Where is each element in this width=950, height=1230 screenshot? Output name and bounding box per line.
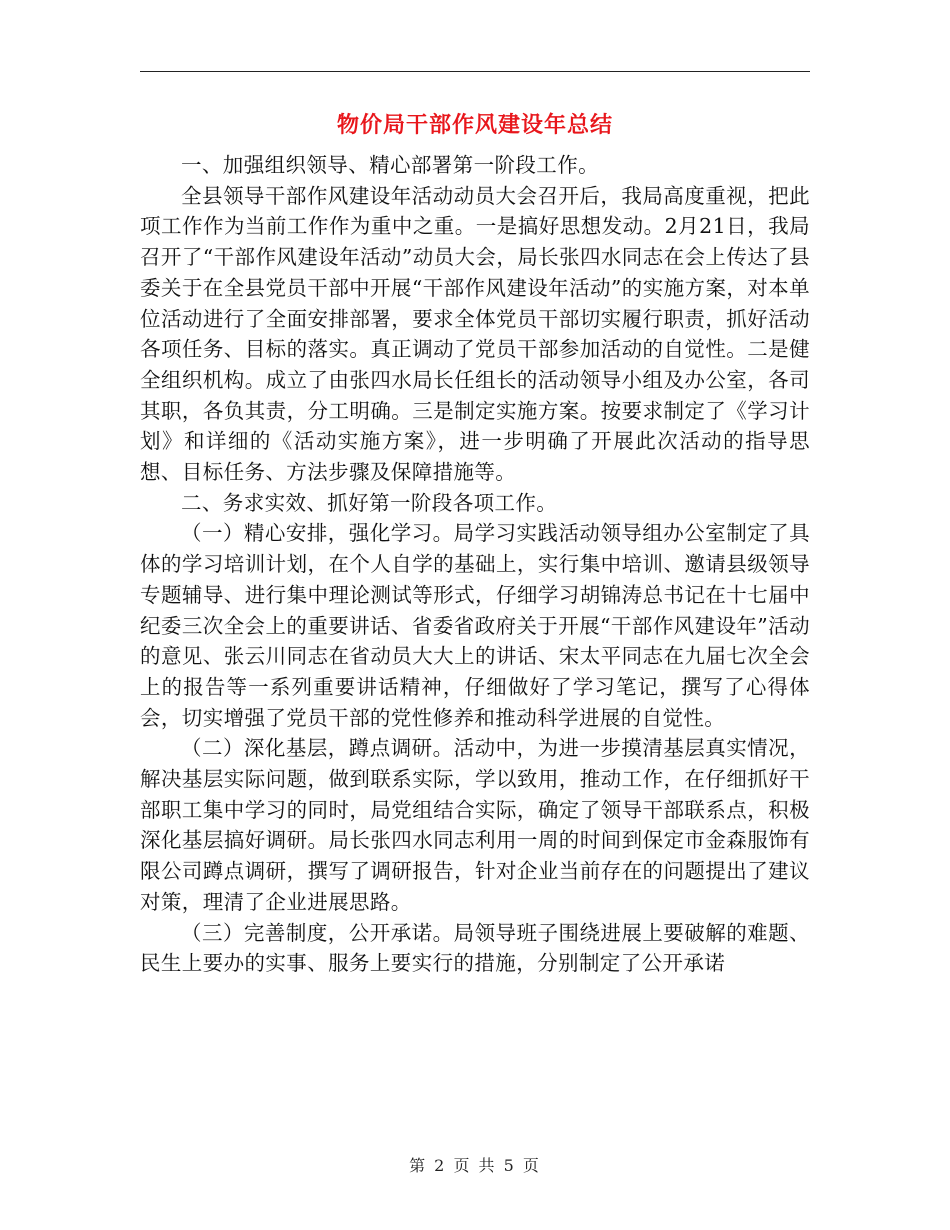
paragraph-2: （一）精心安排，强化学习。局学习实践活动领导组办公室制定了具体的学习培训计划，在个人自学的基础上，实行集中培训、邀请县级领导专题辅导、进行集中理论测试等形式，仔细学习胡锦涛总书记在十七届中纪委三次全会上的重要讲话、省委省政府关于开展“干部作风建设年”活动的意见、张云川同志在省动员大大上的讲话、宋太平同志在九届七次全会上的报告等一系列重要讲话精神，仔细做好了学习笔记，撰写了心得体会，切实增强了党员干部的党性修养和推动科学进展的自觉性。 bbox=[140, 521, 810, 730]
section-heading-2: 二、务求实效、抓好第一阶段各项工作。 bbox=[181, 490, 558, 515]
section-heading-1: 一、加强组织领导、精心部署第一阶段工作。 bbox=[181, 153, 599, 177]
header-rule bbox=[140, 71, 810, 72]
page-number-footer: 第 2 页 共 5 页 bbox=[409, 1156, 541, 1175]
document-body bbox=[140, 150, 810, 979]
document-title: 物价局干部作风建设年总结 bbox=[336, 112, 613, 138]
paragraph-3: （二）深化基层，蹲点调研。活动中，为进一步摸清基层真实情况，解决基层实际问题，做到联系实际，学以致用，推动工作，在仔细抓好干部职工集中学习的同时，局党组结合实际，确定了领导干部联系点，积极深化基层搞好调研。局长张四水同志利用一周的时间到保定市金森服饰有限公司蹲点调研，撰写了调研报告，针对企业当前存在的问题提出了建议对策，理清了企业进展思路。 bbox=[140, 736, 810, 914]
paragraph-1: 全县领导干部作风建设年活动动员大会召开后，我局高度重视，把此项工作作为当前工作作为重中之重。一是搞好思想发动。2月21日，我局召开了“干部作风建设年活动”动员大会，局长张四水同志在会上传达了县委关于在全县党员干部中开展“干部作风建设年活动”的实施方案，对本单位活动进行了全面安排部署，要求全体党员干部切实履行职责，抓好活动各项任务、目标的落实。真正调动了党员干部参加活动的自觉性。二是健全组织机构。成立了由张四水局长任组长的活动领导小组及办公室，各司其职，各负其责，分工明确。三是制定实施方案。按要求制定了《学习计划》和详细的《活动实施方案》，进一步明确了开展此次活动的指导思想、目标任务、方法步骤及保障措施等。 bbox=[140, 183, 810, 485]
paragraph-4: （三）完善制度，公开承诺。局领导班子围绕进展上要破解的难题、民生上要办的实事、服务上要实行的措施，分别制定了公开承诺 bbox=[140, 920, 810, 976]
